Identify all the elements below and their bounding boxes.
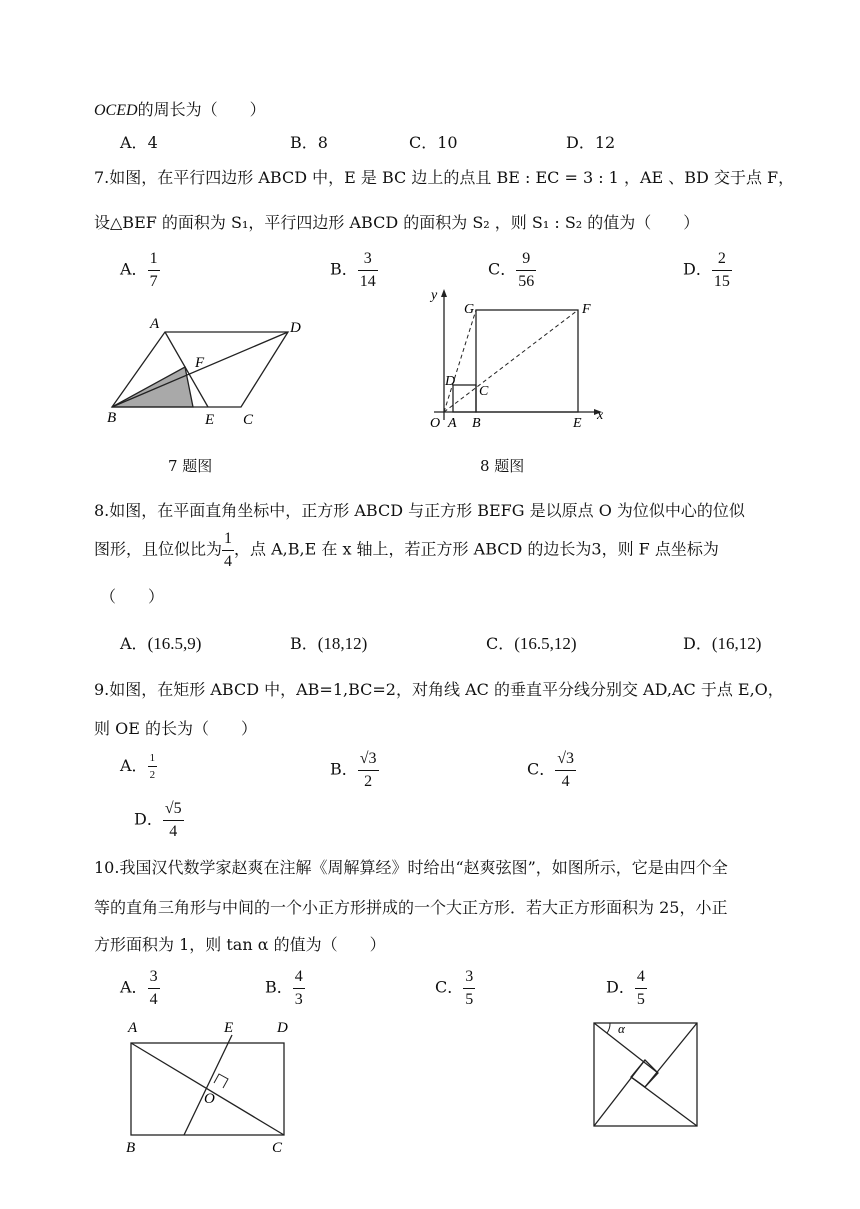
q10-option-a: A． $\frac{3}{4}$ [120, 968, 158, 1008]
q7-option-d: D． $\frac{2}{15}$ [683, 250, 730, 290]
q10-figure [590, 1020, 702, 1130]
label-c: C [272, 1140, 283, 1155]
label-a: A [128, 1020, 138, 1036]
label-alpha: α [618, 1021, 625, 1036]
label-b: B [472, 416, 481, 431]
q9-line1: 9.如图，在矩形 ABCD 中，AB=1,BC=2，对角线 AC 的垂直平分线分别交 AD,AC 于点 E,O， [94, 680, 784, 699]
label-e: E [205, 412, 215, 428]
q7-option-c: C． $\frac{9}{56}$ [488, 250, 535, 290]
q6-option-a: A．4 [120, 133, 158, 152]
q6-option-d: D．12 [566, 133, 616, 152]
q10-option-c: C． $\frac{3}{5}$ [435, 968, 474, 1008]
q10-option-b: B． $\frac{4}{3}$ [265, 968, 303, 1008]
label-x: x [597, 408, 604, 423]
q8-option-d: D．(16,12) [683, 634, 762, 653]
q8-figure-caption: 8 题图 [480, 457, 525, 475]
right-angle-mark [214, 1074, 228, 1088]
label-o: O [204, 1091, 215, 1107]
label-a: A [150, 316, 160, 332]
label-y: y [431, 288, 438, 303]
label-c: C [243, 412, 254, 428]
label-g: G [464, 302, 475, 317]
q9-figure [120, 1015, 320, 1155]
q6-stem-tail: 的周长为（ ） [137, 100, 266, 119]
label-b: B [126, 1140, 136, 1155]
q6-var: OCED [94, 102, 138, 119]
label-d: D [277, 1020, 288, 1036]
q6-option-c: C．10 [409, 133, 458, 152]
q6-stem [94, 97, 266, 120]
q8-figure [420, 285, 620, 435]
q8-ratio: $\frac{1}{4}$ [224, 530, 233, 570]
q8-line2: 图形，且位似比为 $\frac{1}{4}$ ，点 A,B,E 在 x 轴上，若正方形 ABCD 的边长为3，则 F 点坐标为 [94, 530, 719, 570]
q7-figure-caption: 7 题图 [168, 457, 213, 475]
q9-option-a: A． $\frac{1}{2}$ [120, 752, 156, 782]
label-a: A [448, 416, 457, 431]
label-d: D [290, 320, 301, 336]
q10-line2: 等的直角三角形与中间的一个小正方形拼成的一个大正方形．若大正方形面积为 25，小正 [94, 898, 728, 917]
q7-option-a: A． $\frac{1}{7}$ [120, 250, 158, 290]
q9-line2: 则 OE 的长为（ ） [94, 719, 257, 738]
label-o: O [430, 416, 441, 431]
q9-option-d: D． $\frac{√5}{4}$ [134, 800, 182, 840]
q7-option-b: B． $\frac{3}{14}$ [330, 250, 376, 290]
q9-option-b: B． $\frac{√3}{2}$ [330, 750, 377, 790]
q10-line1: 10.我国汉代数学家赵爽在注解《周解算经》时给出“赵爽弦图”，如图所示，它是由四个全 [94, 858, 728, 877]
label-f: F [195, 355, 205, 371]
q9-option-c: C． $\frac{√3}{4}$ [527, 750, 575, 790]
diagonal-ac [131, 1043, 284, 1135]
q10-option-d: D． $\frac{4}{5}$ [606, 968, 645, 1008]
label-c: C [479, 384, 489, 399]
square-abcd [453, 385, 476, 412]
q7-figure [100, 310, 330, 435]
q8-line1: 8.如图，在平面直角坐标中，正方形 ABCD 与正方形 BEFG 是以原点 O 为位似中心的位似 [94, 501, 745, 520]
label-e: E [224, 1020, 234, 1036]
label-f: F [582, 302, 591, 317]
triangle-bef-shaded [112, 367, 193, 407]
q8-option-b: B．(18,12) [290, 634, 368, 653]
label-d: D [445, 374, 456, 389]
q8-option-c: C．(16.5,12) [486, 634, 577, 653]
large-square [594, 1023, 697, 1126]
q8-option-a: A．(16.5,9) [120, 634, 202, 653]
q8-line3: （ ） [100, 587, 165, 606]
q7-line2: 设△BEF 的面积为 S₁，平行四边形 ABCD 的面积为 S₂ ，则 S₁ : S₂ 的值为（ ） [94, 213, 700, 232]
q6-option-b: B．8 [290, 133, 328, 152]
label-e: E [573, 416, 582, 431]
q7-line1: 7.如图，在平行四边形 ABCD 中，E 是 BC 边上的点且 BE : EC = 3 : 1 ，AE 、BD 交于点 F， [94, 168, 795, 187]
q10-line3: 方形面积为 1，则 tan α 的值为（ ） [94, 935, 386, 954]
square-befg [476, 310, 578, 412]
label-b: B [107, 410, 117, 426]
